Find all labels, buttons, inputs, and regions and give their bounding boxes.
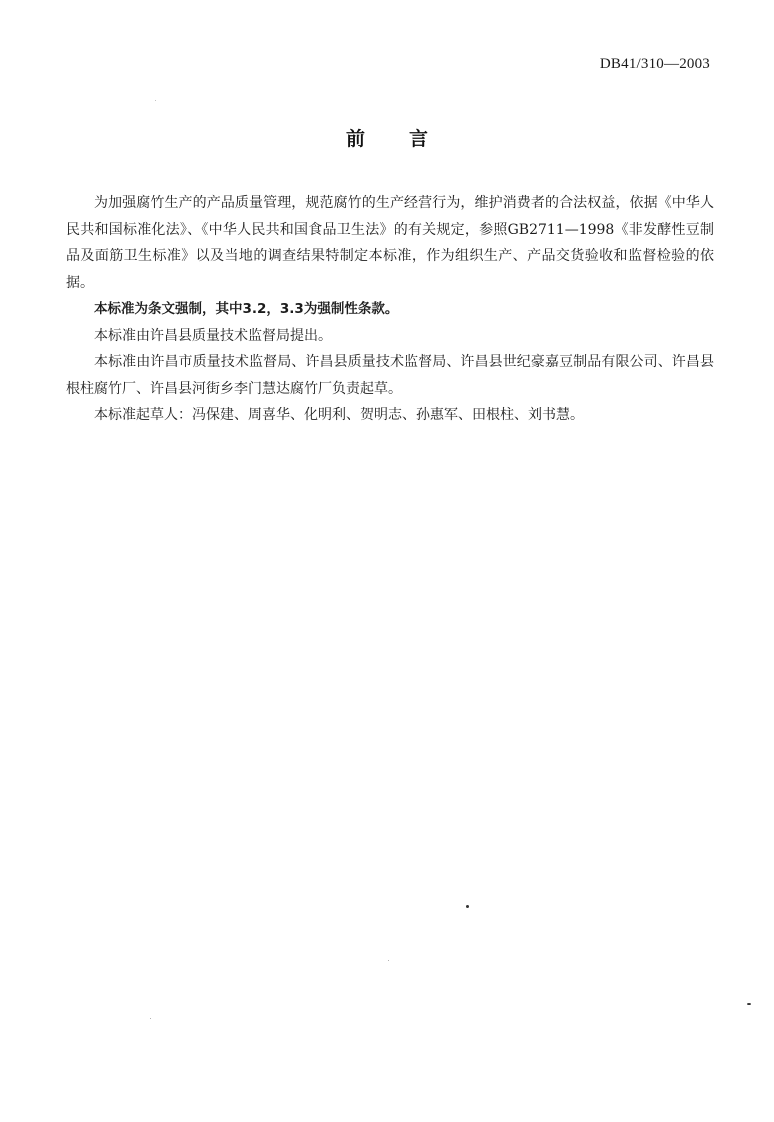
page-title	[0, 124, 774, 151]
paragraph-purpose: 为加强腐竹生产的产品质量管理，规范腐竹的生产经营行为，维护消费者的合法权益，依据《中华人民共和国标准化法》、《中华人民共和国食品卫生法》的有关规定，参照GB2711—1998《非发酵性豆制品及面筋卫生标准》以及当地的调查结果特制定本标准，作为组织生产、产品交货验收和监督检验的依据。	[66, 195, 714, 291]
scan-speck	[747, 1003, 751, 1005]
document-code: DB41/310—2003	[599, 56, 710, 72]
title-char-1: 前	[345, 128, 365, 150]
paragraph-mandatory: 本标准为条文强制，其中3.2，3.3为强制性条款。	[94, 301, 399, 317]
paragraph-drafters: 本标准起草人：冯保建、周喜华、化明利、贺明志、孙惠军、田根柱、刘书慧。	[94, 407, 584, 423]
paragraph-proposer: 本标准由许昌县质量技术监督局提出。	[94, 327, 332, 344]
paragraph-drafting-units: 本标准由许昌市质量技术监督局、许昌县质量技术监督局、许昌县世纪豪嘉豆制品有限公司、许昌县根柱腐竹厂、许昌县河街乡李门慧达腐竹厂负责起草。	[66, 354, 714, 397]
title-char-2: 言	[409, 128, 429, 150]
scan-speck	[155, 100, 156, 101]
scan-speck	[150, 1018, 151, 1019]
foreword-body	[66, 190, 714, 429]
scan-speck	[466, 905, 469, 908]
scan-speck	[388, 960, 389, 961]
